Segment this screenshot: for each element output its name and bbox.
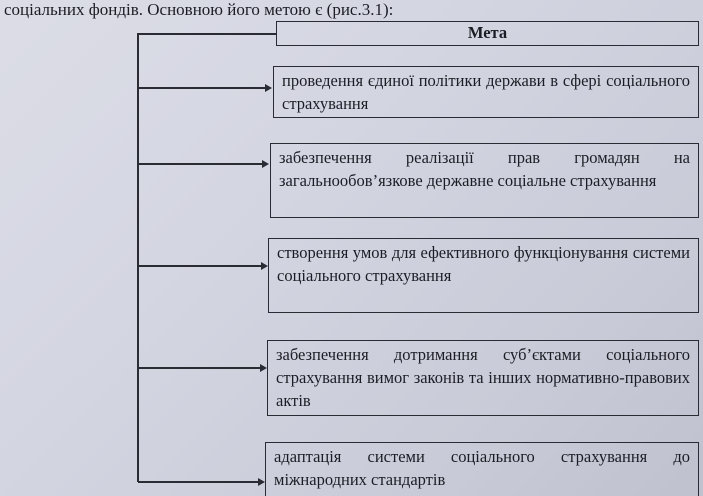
arrow-right-icon	[258, 478, 265, 486]
arrow-right-icon	[261, 262, 268, 270]
connector-branch	[138, 481, 259, 483]
arrow-right-icon	[262, 160, 269, 168]
arrow-right-icon	[260, 364, 267, 372]
goal-box: забезпечення реалізації прав громадян на загальнообов’язкове державне соціальне страхування	[270, 143, 699, 218]
goal-box: проведення єдиної політики держави в сфері соціального страхування	[273, 66, 699, 118]
connector-branch	[138, 265, 262, 267]
goal-box: забезпечення дотримання суб’єктами соціального страхування вимог законів та інших нормативно-правових актів	[267, 340, 699, 416]
diagram-title-box: Мета	[276, 21, 699, 46]
goal-box: адаптація системи соціального страхування до міжнародних стандартів	[265, 442, 699, 496]
goal-box: створення умов для ефективного функціонування системи соціального страхування	[268, 238, 699, 313]
connector-branch	[138, 163, 263, 165]
arrow-right-icon	[265, 84, 272, 92]
connector-branch	[138, 367, 261, 369]
connector-trunk	[137, 33, 139, 482]
connector-branch	[138, 87, 266, 89]
connector-title	[138, 33, 276, 35]
intro-text: соціальних фондів. Основною його метою є (рис.3.1):	[4, 0, 394, 19]
